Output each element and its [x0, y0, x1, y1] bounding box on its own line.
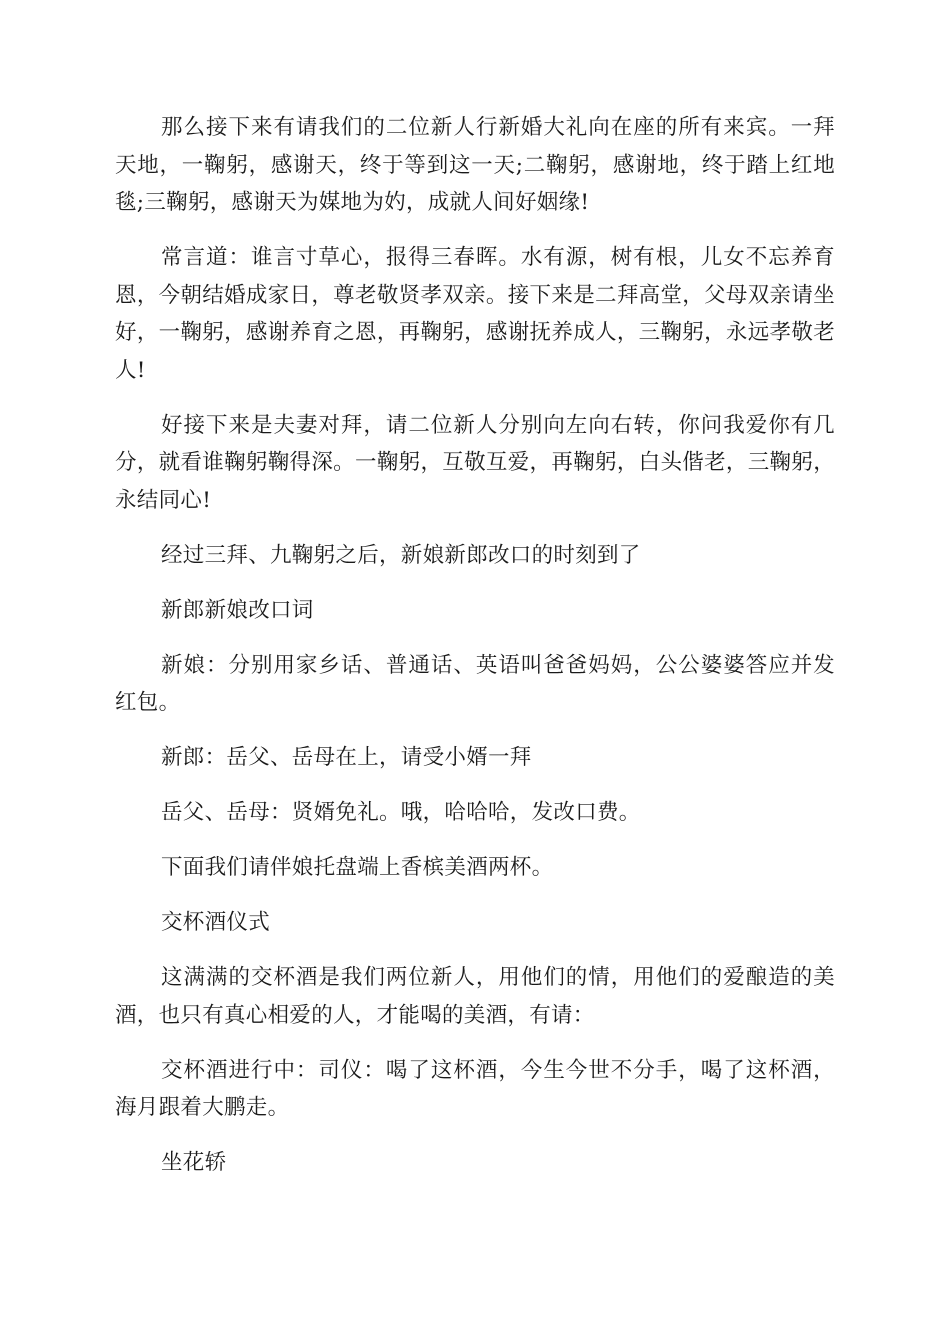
- paragraph-champagne: 下面我们请伴娘托盘端上香槟美酒两杯。: [161, 855, 554, 880]
- section-heading-sedan-chair: 坐花轿: [161, 1150, 227, 1175]
- section-heading-toast: 交杯酒仪式: [161, 910, 271, 935]
- paragraph-bows-heaven-earth: 那么接下来有请我们的二位新人行新婚大礼向在座的所有来宾。一拜天地，一鞠躬，感谢天，终于等到这一天;二鞠躬，感谢地，终于踏上红地毯;三鞠躬，感谢天为媒地为妁，成就人间好姻缘!: [115, 115, 835, 215]
- document-body: [115, 109, 835, 1199]
- paragraph-bows-couple: 好接下来是夫妻对拜，请二位新人分别向左向右转，你问我爱你有几分，就看谁鞠躬鞠得深。一鞠躬，互敬互爱，再鞠躬，白头偕老，三鞠躬，永结同心!: [115, 412, 835, 513]
- paragraph-after-bows: 经过三拜、九鞠躬之后，新娘新郎改口的时刻到了: [161, 542, 641, 568]
- section-heading-name-change: 新郎新娘改口词: [161, 597, 314, 623]
- paragraph-bride-words: 新娘：分别用家乡话、普通话、英语叫爸爸妈妈，公公婆婆答应并发红包。: [115, 652, 835, 715]
- paragraph-groom-words: 新郎：岳父、岳母在上，请受小婿一拜: [161, 745, 532, 770]
- paragraph-bows-parents: 常言道：谁言寸草心，报得三春晖。水有源，树有根，儿女不忘养育恩，今朝结婚成家日，尊老敬贤孝双亲。接下来是二拜高堂，父母双亲请坐好，一鞠躬，感谢养育之恩，再鞠躬，感谢抚养成人，三鞠躬，永远孝敬老人!: [115, 245, 835, 383]
- paragraph-parents-reply: 岳父、岳母：贤婿免礼。哦，哈哈哈，发改口费。: [161, 800, 641, 825]
- paragraph-toast-in-progress: 交杯酒进行中：司仪：喝了这杯酒，今生今世不分手，喝了这杯酒，海月跟着大鹏走。: [115, 1057, 835, 1120]
- paragraph-toast-intro: 这满满的交杯酒是我们两位新人，用他们的情，用他们的爱酿造的美酒，也只有真心相爱的人，才能喝的美酒，有请：: [115, 965, 835, 1028]
